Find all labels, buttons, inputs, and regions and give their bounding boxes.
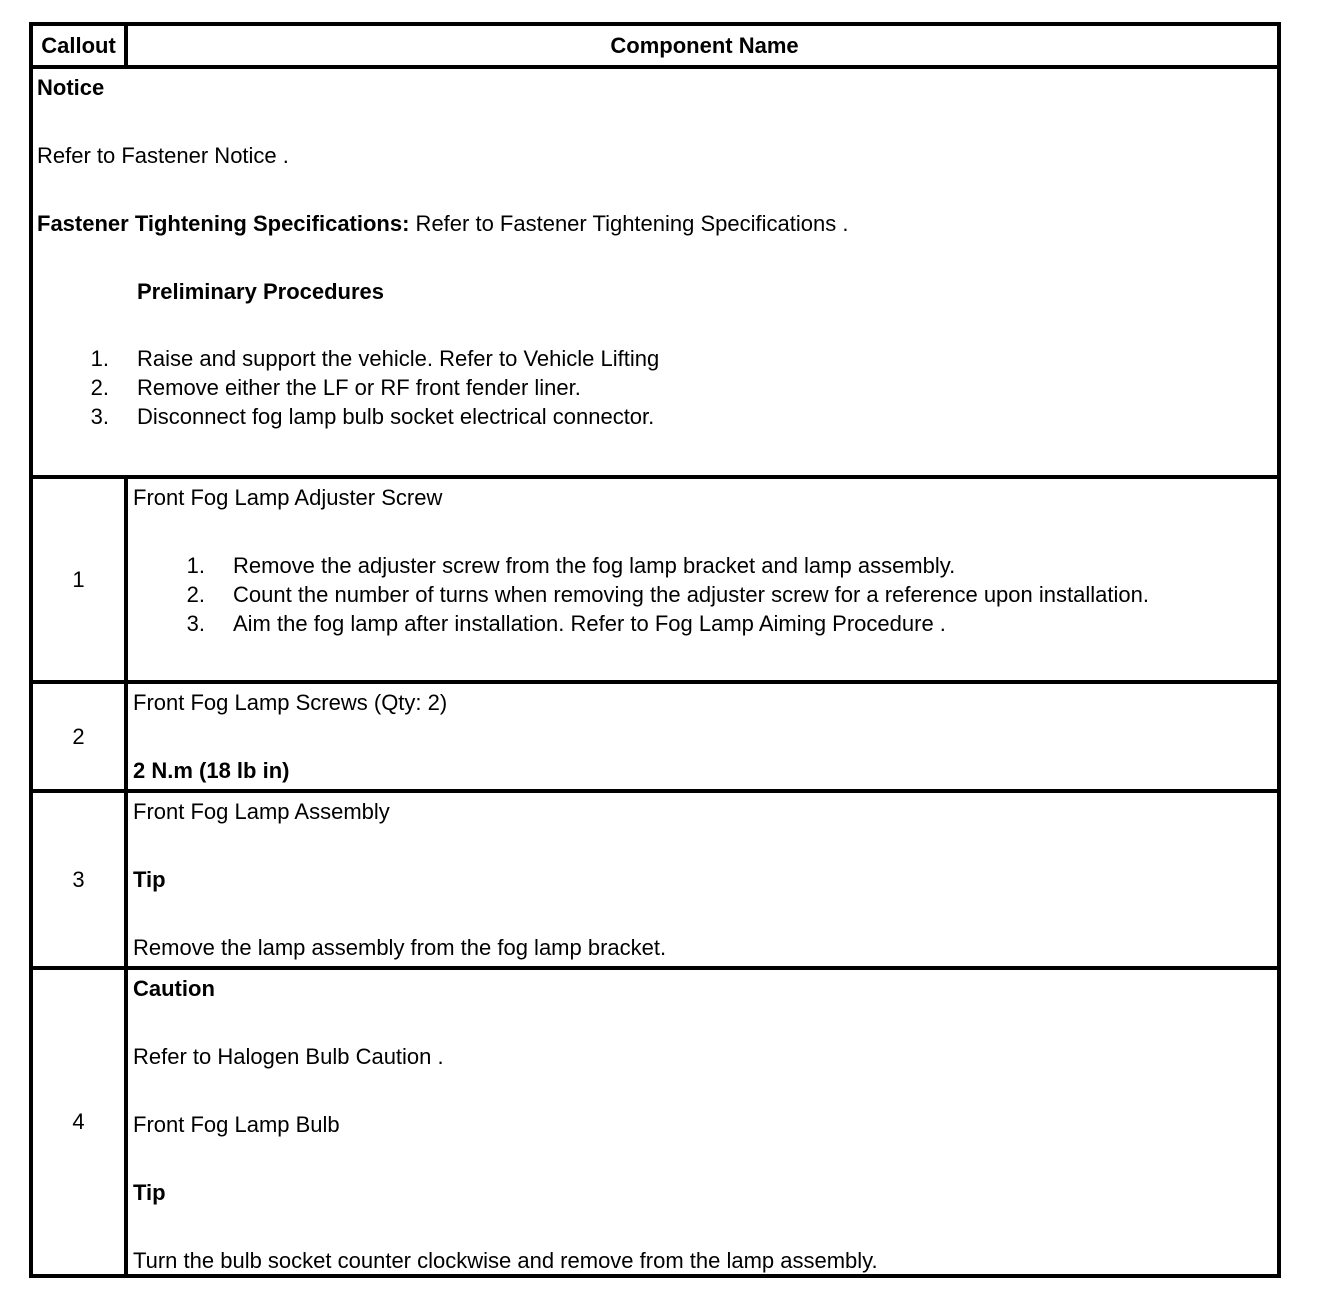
caution-label: Caution [133, 976, 215, 1001]
callout-number: 4 [33, 970, 128, 1274]
procedure-table [29, 22, 1281, 1278]
notice-label: Notice [37, 75, 105, 100]
preliminary-procedures-title: Preliminary Procedures [137, 279, 385, 304]
intro-row [33, 69, 1277, 479]
callout-number: 1 [33, 479, 128, 680]
callout-row-4 [33, 970, 1277, 1274]
step-number: 2. [90, 375, 109, 400]
callout-number: 3 [33, 793, 128, 966]
spec-label: Fastener Tightening Specifications: [37, 211, 410, 236]
caution-text: Refer to Halogen Bulb Caution . [133, 1044, 444, 1069]
callout-row-1 [33, 479, 1277, 684]
component-cell [132, 479, 1277, 680]
step-text: Aim the fog lamp after installation. Refer to Fog Lamp Aiming Procedure . [233, 611, 946, 636]
step-number: 3. [186, 611, 205, 636]
step-text: Raise and support the vehicle. Refer to Vehicle Lifting [137, 346, 660, 371]
component-cell [132, 684, 1277, 789]
spec-text: Refer to Fastener Tightening Specifications . [409, 211, 849, 236]
step-number: 2. [186, 582, 205, 607]
callout-row-3 [33, 793, 1277, 970]
header-row [33, 26, 1277, 69]
component-cell [132, 970, 1277, 1274]
step-number: 1. [90, 346, 109, 371]
tip-text: Remove the lamp assembly from the fog lamp bracket. [133, 935, 667, 960]
step-text: Remove either the LF or RF front fender liner. [137, 375, 581, 400]
step-text: Count the number of turns when removing the adjuster screw for a reference upon installation. [233, 582, 1149, 607]
component-title: Front Fog Lamp Screws (Qty: 2) [133, 690, 448, 715]
component-title: Front Fog Lamp Assembly [133, 799, 390, 824]
spec-line [37, 211, 848, 237]
component-title: Front Fog Lamp Adjuster Screw [133, 485, 443, 510]
step-number: 3. [90, 404, 109, 429]
callout-row-2 [33, 684, 1277, 793]
tip-text: Turn the bulb socket counter clockwise and remove from the lamp assembly. [133, 1248, 878, 1273]
callout-number: 2 [33, 684, 128, 789]
torque-spec: 2 N.m (18 lb in) [133, 758, 290, 783]
component-cell [132, 793, 1277, 966]
tip-label: Tip [133, 1180, 166, 1205]
notice-text: Refer to Fastener Notice . [37, 143, 289, 168]
step-text: Disconnect fog lamp bulb socket electrical connector. [137, 404, 655, 429]
component-title: Front Fog Lamp Bulb [133, 1112, 340, 1137]
step-number: 1. [186, 553, 205, 578]
step-text: Remove the adjuster screw from the fog lamp bracket and lamp assembly. [233, 553, 956, 578]
callout-header: Callout [33, 26, 128, 65]
tip-label: Tip [133, 867, 166, 892]
component-name-header: Component Name [610, 32, 799, 58]
component-header-cell [132, 26, 1277, 65]
